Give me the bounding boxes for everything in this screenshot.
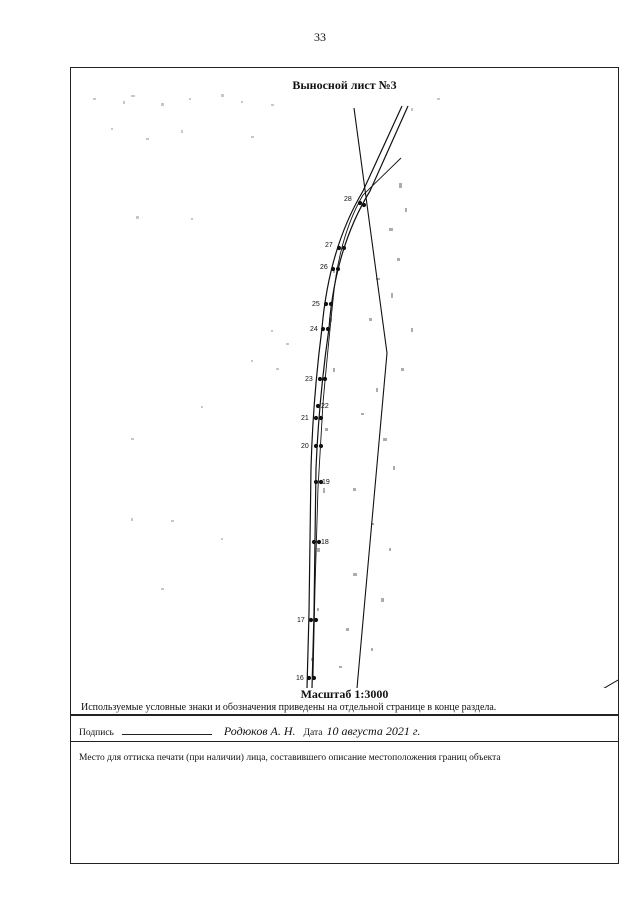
point-label-20: 20 [301, 443, 309, 450]
parcel-boundary-outer [312, 106, 408, 688]
boundary-map [71, 68, 618, 688]
boundary-point-20b [319, 444, 323, 448]
map-scale: Масштаб 1:3000 [300, 687, 389, 701]
signature-divider [71, 741, 618, 742]
boundary-point-17b [314, 618, 318, 622]
map-texture [93, 94, 440, 590]
boundary-point-27 [337, 246, 341, 250]
point-label-26: 26 [320, 264, 328, 271]
point-label-22: 22 [321, 403, 329, 410]
boundary-point-22 [316, 404, 320, 408]
boundary-point-27b [342, 246, 346, 250]
section-divider [71, 714, 618, 716]
boundary-point-16b [312, 676, 316, 680]
boundary-point-17 [309, 618, 313, 622]
map-area [71, 68, 618, 688]
document-frame [70, 67, 619, 864]
boundary-point-23b [323, 377, 327, 381]
boundary-point-28b [362, 203, 366, 207]
date-value: 10 августа 2021 г. [326, 724, 421, 738]
date-label: Дата [303, 728, 323, 738]
boundary-point-21b [319, 416, 323, 420]
point-label-18: 18 [321, 539, 329, 546]
signature-blank [122, 725, 212, 735]
boundary-point-21 [314, 416, 318, 420]
point-label-17: 17 [297, 617, 305, 624]
point-label-27: 27 [325, 242, 333, 249]
parcel-boundary-center [313, 158, 401, 678]
boundary-point-24b [326, 327, 330, 331]
point-label-23: 23 [305, 376, 313, 383]
sheet-title: Выносной лист №3 [292, 78, 397, 92]
point-label-16: 16 [296, 675, 304, 682]
vegetation-texture [311, 183, 413, 668]
signature-row [79, 724, 609, 739]
boundary-point-19 [314, 480, 318, 484]
boundary-point-25 [324, 302, 328, 306]
boundary-point-24 [321, 327, 325, 331]
boundary-point-20 [314, 444, 318, 448]
point-label-19: 19 [322, 479, 330, 486]
point-label-21: 21 [301, 415, 309, 422]
boundary-point-28 [358, 201, 362, 205]
signer-name: Родюков А. Н. [223, 724, 296, 738]
boundary-point-23 [318, 377, 322, 381]
point-label-28: 28 [344, 196, 352, 203]
boundary-point-16 [307, 676, 311, 680]
page-number: 33 [314, 30, 326, 44]
signature-label: Подпись [79, 728, 114, 738]
boundary-point-26 [331, 267, 335, 271]
seal-caption: Место для оттиска печати (при наличии) лица, составившего описание местоположения границ объекта [79, 753, 501, 763]
boundary-point-18 [312, 540, 316, 544]
point-label-25: 25 [312, 301, 320, 308]
legend-note: Используемые условные знаки и обозначения приведены на отдельной странице в конце раздела. [81, 702, 497, 713]
point-label-24: 24 [310, 326, 318, 333]
boundary-point-26b [336, 267, 340, 271]
boundary-point-25b [329, 302, 333, 306]
